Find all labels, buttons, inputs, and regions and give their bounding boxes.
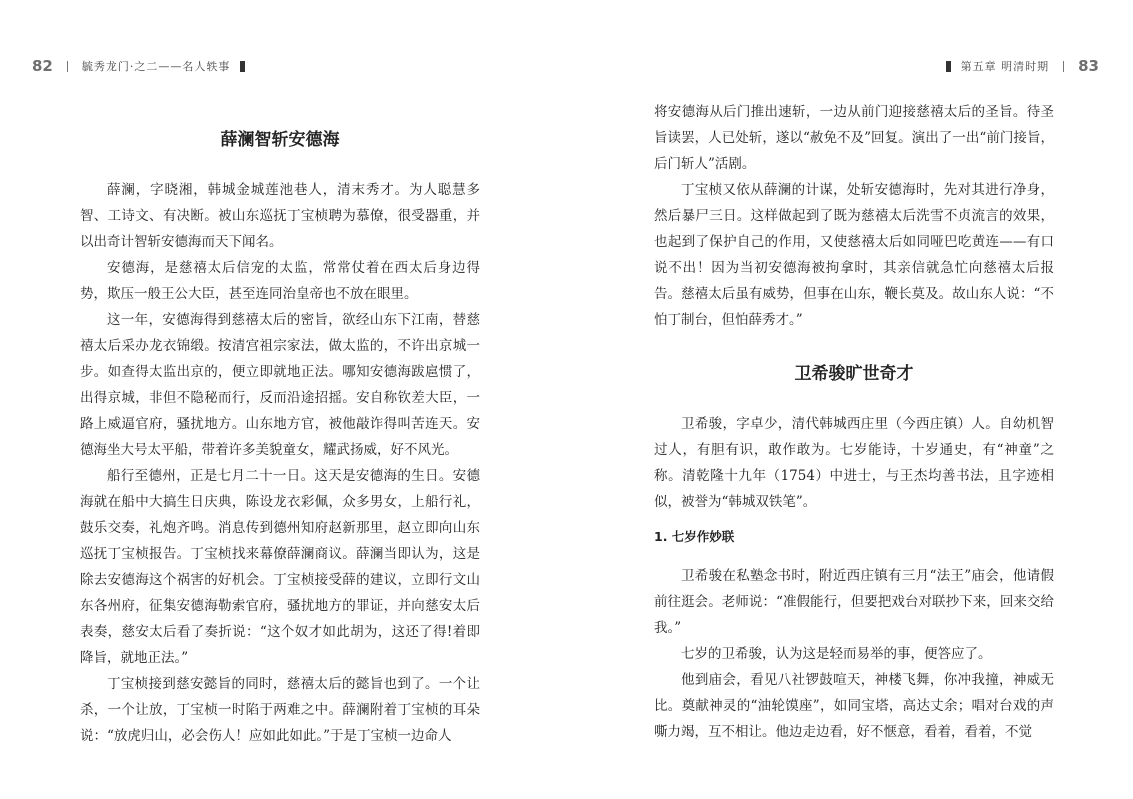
paragraph: 卫希骏，字卓少，清代韩城西庄里（今西庄镇）人。自幼机智过人，有胆有识，敢作敢为。七岁能诗，十岁通史，有“神童”之称。清乾隆十九年（1754）中进士，与王杰均善书法，且字迹相似，被誉为“韩城双铁笔”。 <box>654 416 1054 510</box>
left-page-header <box>32 54 255 78</box>
paragraph: 安德海，是慈禧太后信宠的太监，常常仗着在西太后身边得势，欺压一般王公大臣，甚至连同治皇帝也不放在眼里。 <box>80 260 480 302</box>
paragraph: 这一年，安德海得到慈禧太后的密旨，欲经山东下江南，替慈禧太后采办龙衣锦缎。按清宫祖宗家法，做太监的，不许出京城一步。如查得太监出京的，便立即就地正法。哪知安德海跋扈惯了，出得京城，非但不隐秘而行，反而沿途招摇。安自称钦差大臣，一路上威逼官府，骚扰地方。山东地方官，被他敲诈得叫苦连天。安德海坐大号太平船，带着许多美貌童女，耀武扬威，好不风光。 <box>80 312 480 458</box>
article-title: 卫希骏旷世奇才 <box>794 364 914 384</box>
right-page <box>566 0 1133 799</box>
left-page <box>0 0 566 799</box>
paragraph: 船行至德州，正是七月二十一日。这天是安德海的生日。安德海就在船中大搞生日庆典，陈设龙衣彩佩，众多男女，上船行礼，鼓乐交奏，礼炮齐鸣。消息传到德州知府赵新那里，赵立即向山东巡抚丁宝桢报告。丁宝桢找来幕僚薛澜商议。薛澜当即认为，这是除去安德海这个祸害的好机会。丁宝桢接受薛的建议，立即行文山东各州府，征集安德海勒索官府，骚扰地方的罪证，并向慈安太后表奏，慈安太后看了奏折说：“这个奴才如此胡为，这还了得!着即降旨，就地正法。” <box>80 468 480 666</box>
paragraph: 七岁的卫希骏，认为这是轻而易举的事，便答应了。 <box>681 646 992 662</box>
right-page-header <box>936 54 1099 78</box>
paragraph: 丁宝桢接到慈安懿旨的同时，慈禧太后的懿旨也到了。一个让杀，一个让放，丁宝桢一时陷于两难之中。薛澜附着丁宝桢的耳朵说：“放虎归山，必会伤人！应如此如此。”于是丁宝桢一边命人 <box>80 676 480 744</box>
header-block-mark <box>946 61 951 72</box>
article-title: 薛澜智斩安德海 <box>220 130 340 150</box>
right-page-body <box>654 99 1054 745</box>
paragraph: 丁宝桢又依从薛澜的计谋，处斩安德海时，先对其进行净身，然后暴尸三日。这样做起到了既为慈禧太后洗雪不贞流言的效果，也起到了保护自己的作用，又使慈禧太后如同哑巴吃黄连——有口说不出！因为当初安德海被拘拿时，其亲信就急忙向慈禧太后报告。慈禧太后虽有威势，但事在山东，鞭长莫及。故山东人说：“不怕丁制台，但怕薛秀才。” <box>654 182 1054 328</box>
page-number: 83 <box>1078 57 1099 75</box>
running-head: 毓秀龙门·之二——名人轶事 <box>81 60 231 73</box>
paragraph: 他到庙会，看见八社锣鼓喧天，神楼飞舞，你冲我撞，神威无比。奠献神灵的“油轮馍座”，如同宝塔，高达丈余；唱对台戏的声嘶力竭，互不相让。他边走边看，好不惬意，看着，看着，不觉 <box>654 672 1054 740</box>
header-divider <box>1063 61 1064 72</box>
paragraph: 薛澜，字晓湘，韩城金城莲池巷人，清末秀才。为人聪慧多智、工诗文、有决断。被山东巡抚丁宝桢聘为慕僚，很受器重，并以出奇计智斩安德海而天下闻名。 <box>80 182 480 250</box>
paragraph-continuation: 将安德海从后门推出速斩，一边从前门迎接慈禧太后的圣旨。待圣旨读罢，人已处斩，遂以“赦免不及”回复。演出了一出“前门接旨，后门斩人”活剧。 <box>654 104 1054 172</box>
header-block-mark <box>240 61 245 72</box>
running-head: 第五章 明清时期 <box>960 60 1050 73</box>
section-subheading: 1. 七岁作妙联 <box>654 529 735 544</box>
left-page-body <box>80 125 480 749</box>
header-divider <box>67 61 68 72</box>
paragraph: 卫希骏在私塾念书时，附近西庄镇有三月“法王”庙会，他请假前往逛会。老师说：“准假能行，但要把戏台对联抄下来，回来交给我。” <box>654 568 1054 636</box>
page-number: 82 <box>32 57 53 75</box>
